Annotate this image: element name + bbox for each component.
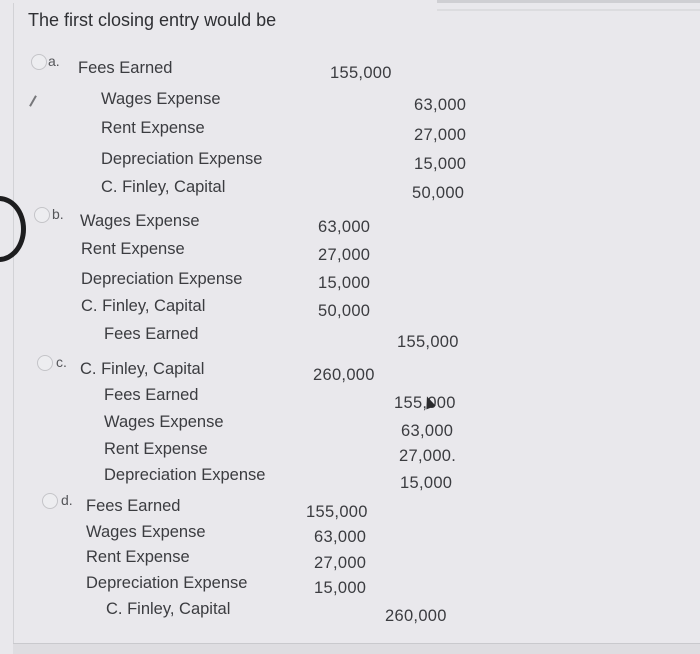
- debit-amount: 63,000: [318, 218, 371, 236]
- credit-amount: 27,000: [414, 126, 467, 144]
- account-label: Fees Earned: [104, 386, 199, 404]
- account-label: Rent Expense: [81, 240, 185, 258]
- account-label: Rent Expense: [86, 548, 190, 566]
- account-label: Wages Expense: [101, 90, 221, 108]
- account-label: C. Finley, Capital: [106, 600, 231, 618]
- credit-amount: 155,000: [394, 394, 456, 412]
- account-label: Depreciation Expense: [86, 574, 248, 592]
- account-label: Depreciation Expense: [81, 270, 243, 288]
- option-letter-c: c.: [56, 354, 67, 370]
- debit-amount: 155,000: [330, 64, 392, 82]
- credit-amount: 27,000.: [399, 447, 457, 465]
- debit-amount: 63,000: [314, 528, 367, 546]
- credit-amount: 15,000: [400, 474, 453, 492]
- radio-button-d[interactable]: [42, 493, 58, 509]
- credit-amount: 15,000: [414, 155, 467, 173]
- option-letter-a: a.: [48, 53, 60, 69]
- debit-amount: 155,000: [306, 503, 368, 521]
- option-letter-b: b.: [52, 206, 64, 222]
- account-label: C. Finley, Capital: [101, 178, 226, 196]
- account-label: Depreciation Expense: [104, 466, 266, 484]
- debit-amount: 27,000: [314, 554, 367, 572]
- credit-amount: 260,000: [385, 607, 447, 625]
- radio-button-c[interactable]: [37, 355, 53, 371]
- credit-amount: 155,000: [397, 333, 459, 351]
- option-letter-d: d.: [61, 492, 73, 508]
- debit-amount: 27,000: [318, 246, 371, 264]
- account-label: Fees Earned: [104, 325, 199, 343]
- account-label: Wages Expense: [104, 413, 224, 431]
- credit-amount: 63,000: [401, 422, 454, 440]
- radio-button-b[interactable]: [34, 207, 50, 223]
- account-label: Fees Earned: [78, 59, 173, 77]
- debit-amount: 260,000: [313, 366, 375, 384]
- question-title: The first closing entry would be: [28, 10, 277, 30]
- credit-amount: 50,000: [412, 184, 465, 202]
- panel-bottom-edge: [13, 643, 700, 654]
- credit-amount: 63,000: [414, 96, 467, 114]
- debit-amount: 15,000: [318, 274, 371, 292]
- account-label: C. Finley, Capital: [80, 360, 205, 378]
- account-label: Rent Expense: [101, 119, 205, 137]
- account-label: Rent Expense: [104, 440, 208, 458]
- account-label: Fees Earned: [86, 497, 181, 515]
- debit-amount: 50,000: [318, 302, 371, 320]
- account-label: Wages Expense: [86, 523, 206, 541]
- account-label: C. Finley, Capital: [81, 297, 206, 315]
- account-label: Depreciation Expense: [101, 150, 263, 168]
- account-label: Wages Expense: [80, 212, 200, 230]
- debit-amount: 15,000: [314, 579, 367, 597]
- radio-button-a[interactable]: [31, 54, 47, 70]
